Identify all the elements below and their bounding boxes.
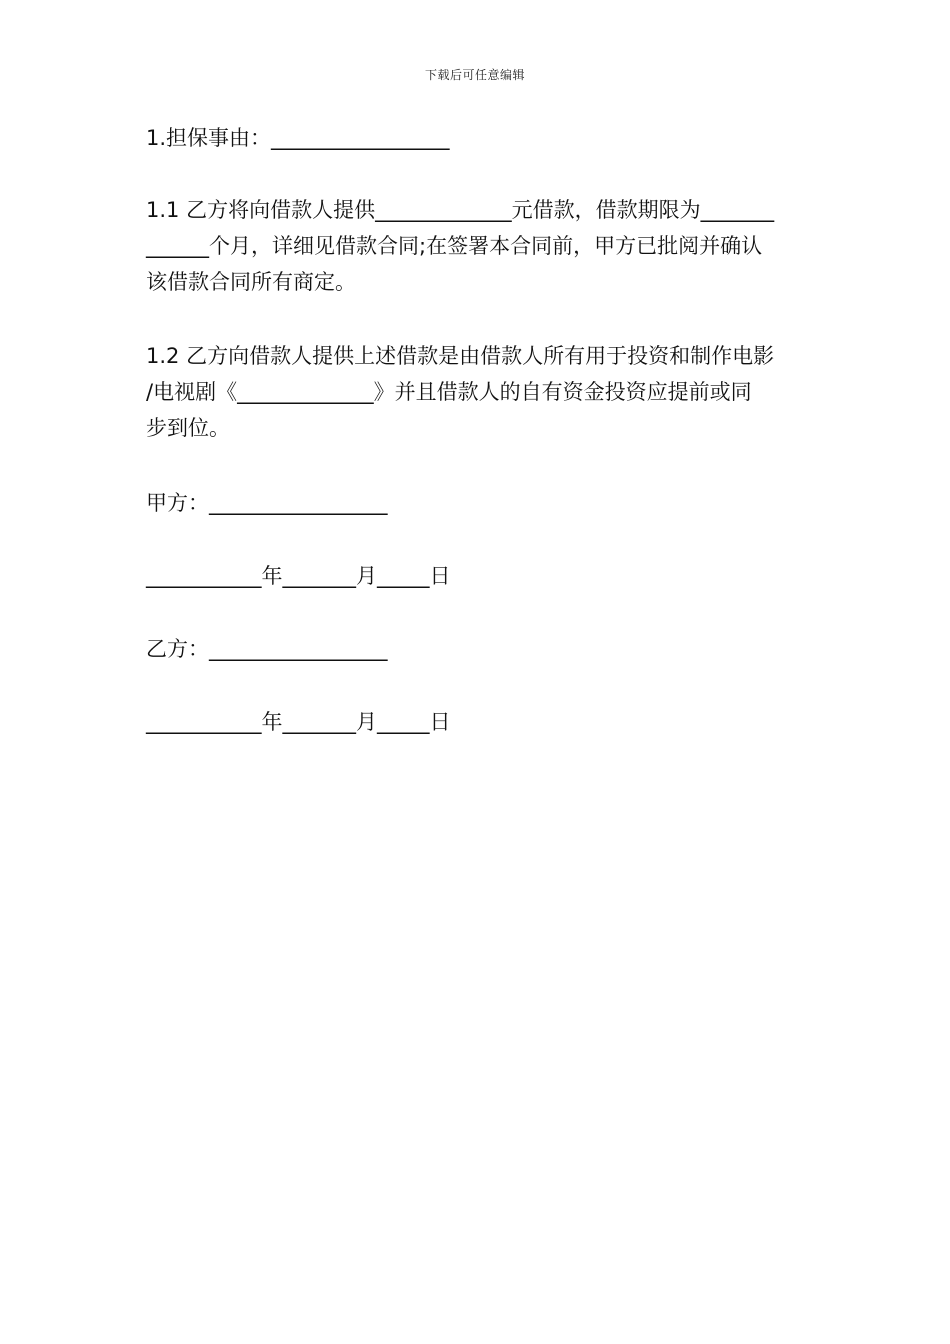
clause-1-1-line: 1.1 乙方将向借款人提供_____________元借款，借款期限为_______ [146, 198, 775, 222]
clause-1-2-line: 步到位。 [146, 416, 230, 440]
section-title: 1.担保事由：_________________ [146, 126, 450, 150]
clause-1-2 [146, 338, 811, 446]
clause-1-1 [146, 192, 811, 300]
clause-1-1-line: 该借款合同所有商定。 [146, 270, 356, 294]
party-b-signature: 乙方：_________________ [146, 637, 388, 661]
party-a-date: ___________年_______月_____日 [146, 564, 451, 588]
clause-1-2-line: 1.2 乙方向借款人提供上述借款是由借款人所有用于投资和制作电影 [146, 344, 775, 368]
clause-1-2-line: /电视剧《_____________》并且借款人的自有资金投资应提前或同 [146, 380, 752, 404]
party-a-signature: 甲方：_________________ [146, 491, 388, 515]
clause-1-1-line: ______个月，详细见借款合同;在签署本合同前，甲方已批阅并确认 [146, 234, 763, 258]
header-note: 下载后可任意编辑 [424, 68, 525, 82]
party-b-date: ___________年_______月_____日 [146, 710, 451, 734]
